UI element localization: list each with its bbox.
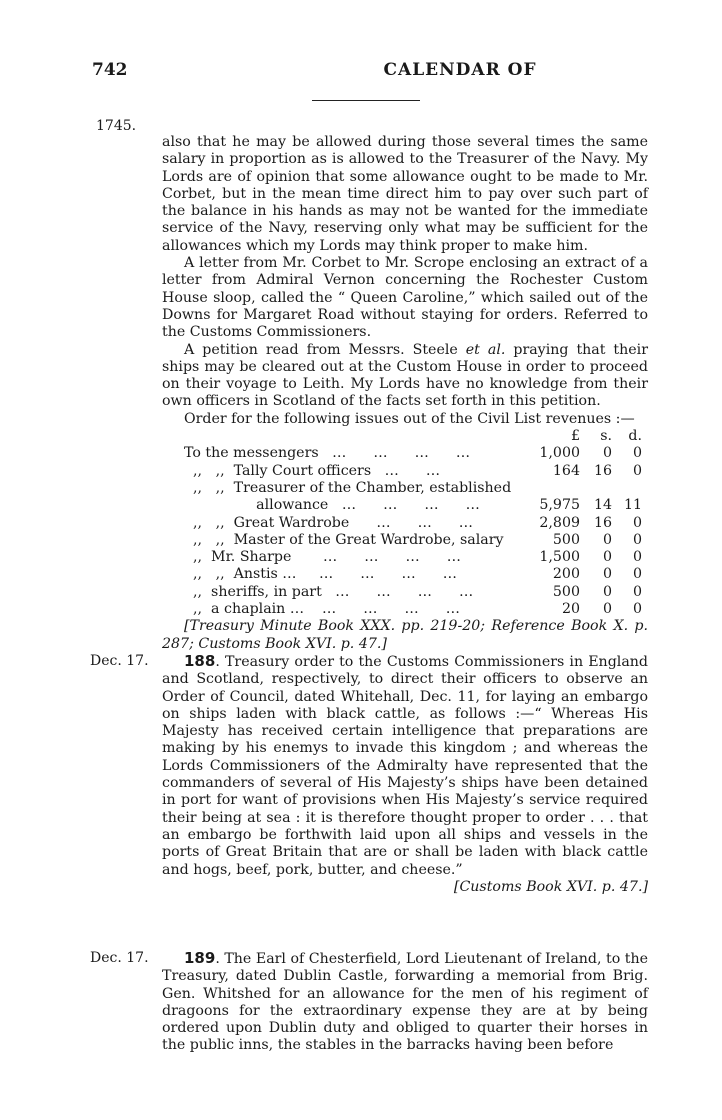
issue-label: ,, ,, Great Wardrobe … … … [184,514,473,531]
issue-amount-s: 16 [593,514,612,531]
issue-label: ,, a chaplain … … … … … [184,601,460,618]
issue-amount-s: 0 [602,549,612,566]
entry-number-189: 189 [184,949,216,967]
issue-amount-d [612,480,642,497]
issue-amount-s: 0 [602,583,612,600]
issue-amount-d: 0 [632,514,642,531]
issue-row [184,480,642,497]
running-title: CALENDAR OF [383,60,537,80]
page-number: 742 [92,60,128,80]
margin-year: 1745. [96,118,137,134]
issue-row [184,463,642,480]
reference-customs-book: [Customs Book XVI. p. 47.] [453,878,648,895]
issue-amount-s: 0 [602,566,612,583]
header-pence: d. [628,428,642,445]
margin-date-188: Dec. 17. [90,653,149,669]
issue-amount-d: 0 [632,583,642,600]
paragraph-rochester-sloop: A letter from Mr. Corbet to Mr. Scrope enclosing an extract of a letter from Admiral Vernon concerning the Rochester Custom House sloop, called the “ Queen Caroline,” which sailed out of the Downs for Margaret Road without staying for orders. Referred to the Customs Commissioners. [162,255,648,341]
issue-label: ,, ,, Anstis … … … … … [184,566,457,583]
issue-label: ,, Mr. Sharpe … … … … [184,549,461,566]
issue-amount-d: 0 [632,445,642,462]
petition-italic: et al. [465,341,506,358]
header-rule [312,100,420,101]
issue-row [184,549,642,566]
header-shillings: s. [600,428,612,445]
issue-row [184,566,642,583]
paragraph-steele-petition [162,342,648,411]
issue-amount-l: 1,500 [539,549,580,566]
issue-amount-l: 5,975 [539,497,580,514]
issue-label: ,, ,, Master of the Great Wardrobe, salary [184,531,504,548]
issue-label: ,, sheriffs, in part … … … … [184,583,474,600]
petition-text-after: praying that their ships may be cleared out at the Custom House in order to proceed on their voyage to Leith. My Lords have no knowledge from their own officers in Scotland of the facts set forth in this petition. [162,341,648,410]
order-intro: Order for the following issues out of the Civil List revenues :— [184,410,635,427]
issue-amount-s: 0 [602,531,612,548]
issue-amount-d: 0 [632,549,642,566]
issue-row [184,497,642,514]
issue-amount-s [580,480,612,497]
issue-amount-l: 500 [552,583,580,600]
issue-row [184,601,642,618]
issue-amount-s: 0 [602,601,612,618]
entry-188-text [162,653,648,879]
issue-amount-l: 164 [552,462,580,479]
issue-row [184,445,642,462]
issue-label: allowance … … … … [184,497,480,514]
reference-treasury-minute: [Treasury Minute Book XXX. pp. 219-20; Reference Book X. p. 287; Customs Book XVI. p. 47.] [162,618,648,652]
entry-189 [162,950,648,1055]
issue-amount-l: 200 [552,566,580,583]
issue-amount-d: 0 [632,566,642,583]
issue-label: To the messengers … … … … [184,445,471,462]
issues-header-row [184,428,642,445]
issues-table [184,428,642,618]
issue-amount-l: 2,809 [539,514,580,531]
entry-189-text [162,950,648,1055]
issue-label: ,, ,, Treasurer of the Chamber, established [184,479,512,496]
issue-amount-l: 1,000 [539,445,580,462]
continued-entry [162,134,648,653]
issue-amount-l: 500 [552,531,580,548]
paragraph-corbet-salary: also that he may be allowed during those several times the same salary in proportion as is allowed to the Treasurer of the Navy. My Lords are of opinion that some allowance ought to be made to Mr. Corbet, but in the mean time direct him to pay over such part of the balance in his hands as may not be wanted for the immediate service of the Navy, reserving only what may be sufficient for the allowances which my Lords may think proper to make him. [162,134,648,254]
issue-row [184,515,642,532]
issue-label: ,, ,, Tally Court officers … … [184,462,441,479]
issue-amount-s: 16 [593,462,612,479]
entry-189-body: . The Earl of Chesterfield, Lord Lieutenant of Ireland, to the Treasury, dated Dublin Castle, forwarding a memorial from Brig. Gen. Whitshed for an allowance for the men of his regiment of dragoons for the extraordinary expense they are at by being ordered upon Dublin duty and obliged to quarter their horses in the public inns, the stables in the barracks having been before [162,951,649,1054]
margin-date-189: Dec. 17. [90,950,149,966]
entry-number-188: 188 [184,652,216,670]
issue-amount-d: 0 [632,462,642,479]
issue-amount-s: 0 [602,445,612,462]
issue-amount-d: 11 [623,497,642,514]
issues-rows [184,445,642,618]
petition-text-before: A petition read from Messrs. Steele [184,341,466,358]
issue-amount-l [520,480,580,497]
issue-amount-s: 14 [593,497,612,514]
issue-row [184,532,642,549]
issue-amount-l: 20 [561,601,580,618]
entry-188 [162,653,648,896]
header-pounds: £ [570,428,580,445]
issue-amount-d: 0 [632,531,642,548]
issue-amount-d: 0 [632,601,642,618]
issue-row [184,584,642,601]
entry-188-body: . Treasury order to the Customs Commissioners in England and Scotland, respectively, to direct their officers to observe an Order of Council, dated Whitehall, Dec. 11, for laying an embargo on ships laden with black cattle, as follows :—“ Whereas His Majesty has received certain intelligence that preparations are making by his enemys to invade this kingdom ; and whereas the Lords Commissioners of the Admiralty have represented that the commanders of several of His Majesty’s ships have been detained in port for want of provisions when His Majesty’s service required their being at sea : it is therefore thought proper to order . . . that an embargo be forthwith laid upon all ships and vessels in the ports of Great Britain that are or shall be laden with black cattle and hogs, beef, pork, butter, and cheese.” [162,654,648,878]
